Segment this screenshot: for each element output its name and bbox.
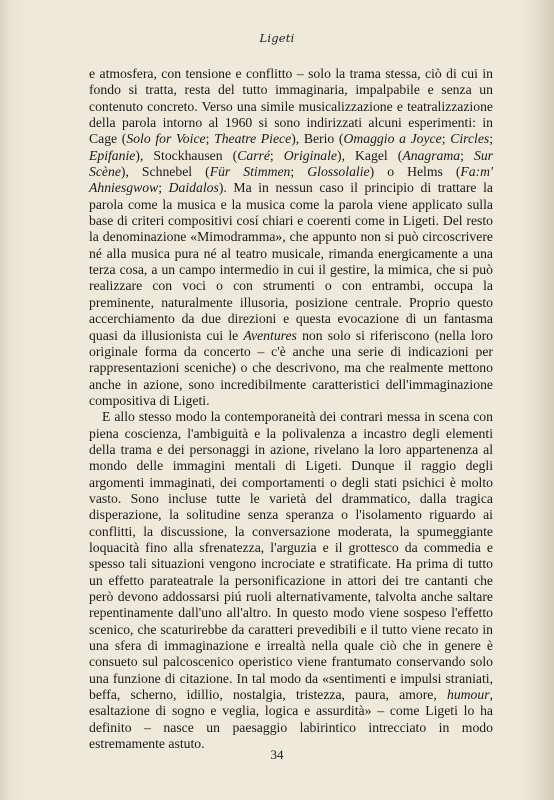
paragraph-2 (89, 409, 493, 752)
italic-title: Epifanie (89, 147, 136, 163)
paragraph-1 (89, 66, 493, 409)
text-run: , esaltazione di sogno e veglia, logica e assurdità» – come Ligeti lo ha definito – nasce un paesaggio labirintico intrecciato in modo estremamente astuto. (89, 687, 493, 752)
italic-title: Fa:m' Ahniesgwow (89, 164, 493, 196)
italic-title: Circles (450, 131, 490, 147)
text-run: non solo si riferiscono (nella loro originale forma da concerto – c'è anche una serie di indicazioni per rappresentazioni sceniche) o che descrivono, ma che realmente mettono anche in azione, sono incredibilmente caratteristici dell'immaginazione compositiva di Ligeti. (89, 327, 493, 408)
italic-title: Omaggio a Joyce (343, 131, 442, 147)
text-run: ; (460, 147, 474, 163)
text-run: ), Kagel ( (337, 147, 403, 163)
italic-title: Glossolalie (307, 164, 370, 180)
italic-title: Carré (237, 147, 270, 163)
text-run: e atmosfera, con tensione e conflitto – solo la trama stessa, ciò di cui in fondo si tratta, resta del tutto immaginaria, impalpabile e senza un contenuto concreto. Verso una simile musicalizzazione e teatralizzazione della parola intorno al 1960 si sono indirizzati alcuni esperimenti: in Cage ( (89, 66, 493, 147)
text-run: E allo stesso modo la contemporaneità dei contrari messa in scena con piena coscienza, l'ambiguità e la polivalenza a incastro degli elementi della trama e dei personaggi in azione, rivelano la loro appartenenza al mondo delle immagini mentali di Ligeti. Dunque il raggio degli argomenti immaginati, dei comportamenti o degli stati psichici è molto vasto. Sono incluse tutte le varietà del drammatico, dalla tragica disperazione, la solitudine senza speranza o l'isolamento riguardo ai conflitti, la discussione, la conversazione moderata, la spumeggiante loquacità fino alla sfrenatezza, l'arguzia e il grottesco da commedia e spesso tali situazioni vengono incrociate e stratificate. Ha prima di tutto un effetto parateatrale la personificazione in attori dei tre cantanti che però devono addossarsi piú ruoli alternativamente, talvolta anche saltare repentinamente dall'uno all'altro. In questo modo viene sospeso l'effetto scenico, che scaturirebbe da caratteri prevedibili e il tutto viene recato in una sfera di immaginazione e irrealtà nella quale ciò che in genere è consueto sul palcoscenico operistico viene frantumato conservando solo una funzione di citazione. In tal modo da «sentimenti e impulsi straniati, beffa, scherno, idillio, nostalgia, tristezza, paura, amore, (89, 409, 493, 703)
italic-title: Solo for Voice (126, 131, 206, 147)
text-run: ; (269, 147, 284, 163)
italic-title: humour (446, 687, 490, 703)
text-run: ; (158, 180, 169, 196)
text-run: ; (489, 131, 494, 147)
text-run: ), Berio ( (291, 131, 344, 147)
italic-title: Originale (283, 147, 338, 163)
text-run: ; (290, 164, 308, 180)
text-run: ; (441, 131, 451, 147)
italic-title: Aventures (243, 327, 297, 343)
body-text (89, 66, 493, 752)
running-head: Ligeti (259, 31, 295, 45)
page-number: 34 (270, 747, 284, 762)
italic-title: Sur Scène (89, 147, 493, 180)
italic-title: Daidalos (168, 180, 219, 196)
italic-title: Theatre Piece (214, 131, 292, 147)
text-run: ; (205, 131, 215, 147)
text-run: ), Schnebel ( (120, 164, 210, 180)
text-run: ). Ma in nessun caso il principio di trattare la parola come la musica e la musica come la parola viene applicato sulla base di criteri compositivi cosí chiari e coerenti come in Ligeti. Del resto la denominazione «Mimodramma», che appunto non si può circoscrivere né alla musica pura né al teatro musicale, rimanda energicamente a una terza cosa, a un campo intermedio in cui il gestire, la mimica, che si può realizzare con voci o con strumenti o con entrambi, occupa la preminente, naturalmente illusoria, posizione centrale. Proprio questo accerchiamento da due direzioni e questa evocazione di un fantasma quasi da illusionista cui le (89, 180, 493, 343)
text-run: ) o Helms ( (369, 164, 461, 180)
italic-title: Für Stimmen (209, 164, 291, 180)
italic-title: Anagrama (402, 147, 461, 163)
text-run: ), Stockhausen ( (135, 147, 238, 163)
